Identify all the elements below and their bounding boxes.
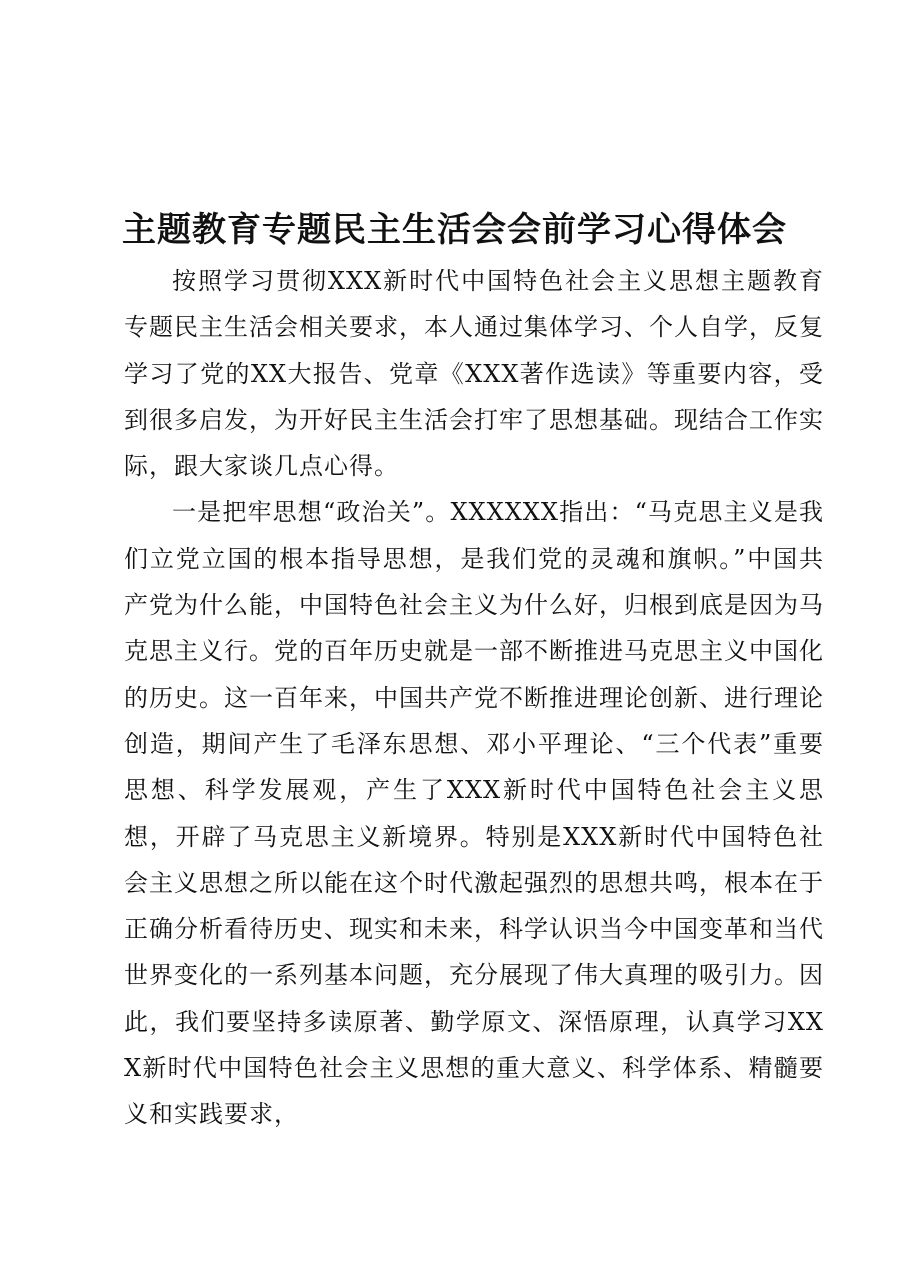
document-body bbox=[124, 258, 824, 1138]
paragraph-point-one: 一是把牢思想“政治关”。XXXXXX指出：“马克思主义是我们立党立国的根本指导思想，是我们党的灵魂和旗帜。”中国共产党为什么能，中国特色社会主义为什么好，归根到底是因为马克思主义行。党的百年历史就是一部不断推进马克思主义中国化的历史。这一百年来，中国共产党不断推进理论创新、进行理论创造，期间产生了毛泽东思想、邓小平理论、“三个代表”重要思想、科学发展观，产生了XXX新时代中国特色社会主义思想，开辟了马克思主义新境界。特别是XXX新时代中国特色社会主义思想之所以能在这个时代激起强烈的思想共鸣，根本在于正确分析看待历史、现实和未来，科学认识当今中国变革和当代世界变化的一系列基本问题，充分展现了伟大真理的吸引力。因此，我们要坚持多读原著、勤学原文、深悟原理，认真学习XXX新时代中国特色社会主义思想的重大意义、科学体系、精髓要义和实践要求， bbox=[124, 498, 824, 1129]
paragraph-intro: 按照学习贯彻XXX新时代中国特色社会主义思想主题教育专题民主生活会相关要求，本人通过集体学习、个人自学，反复学习了党的XX大报告、党章《XXX著作选读》等重要内容，受到很多启发，为开好民主生活会打牢了思想基础。现结合工作实际，跟大家谈几点心得。 bbox=[124, 267, 824, 481]
document-title: 主题教育专题民主生活会会前学习心得体会 bbox=[122, 209, 787, 250]
